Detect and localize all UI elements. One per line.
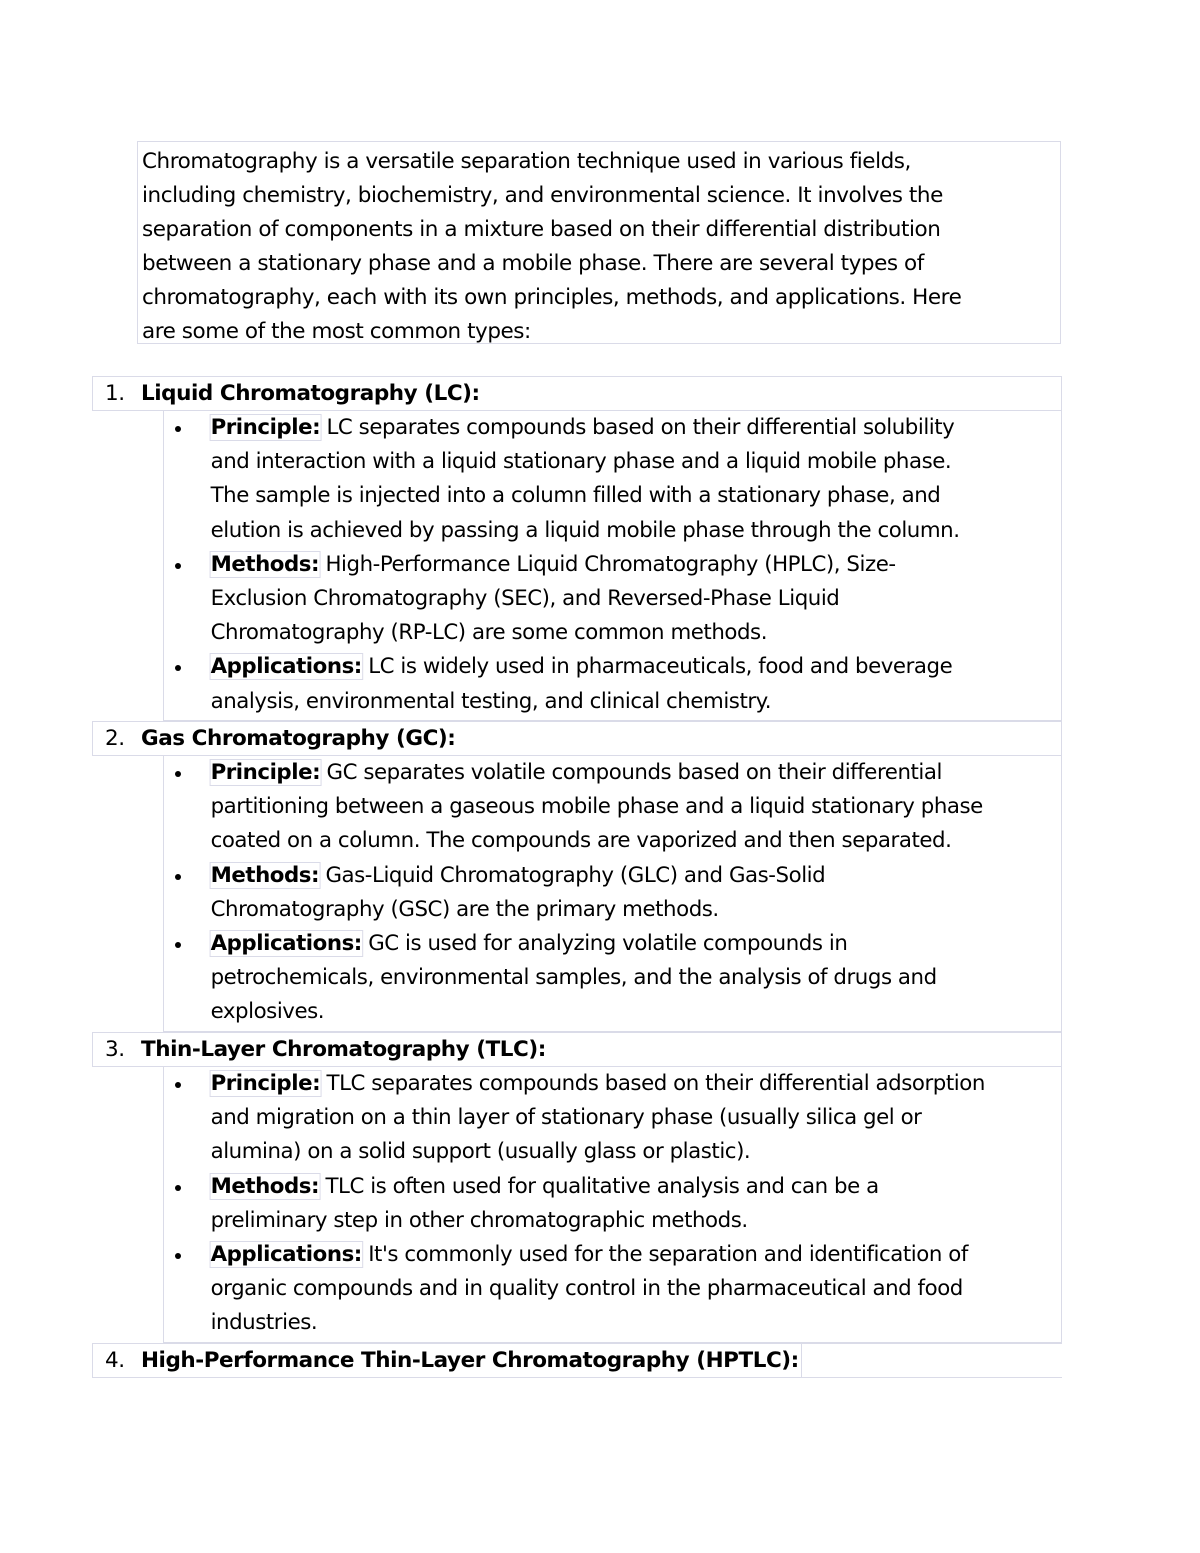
section-title: High-Performance Thin-Layer Chromatography (HPTLC): bbox=[141, 1344, 802, 1377]
bullet-text: explosives. bbox=[210, 999, 325, 1025]
intro-line: Chromatography is a versatile separation technique used in various fields, bbox=[142, 149, 911, 174]
intro-line: separation of components in a mixture based on their differential distribution bbox=[142, 217, 941, 242]
intro-line: including chemistry, biochemistry, and environmental science. It involves the bbox=[142, 183, 943, 208]
bullet-principle bbox=[164, 411, 1061, 548]
section-heading-hptlc bbox=[92, 1343, 1062, 1378]
intro-line: between a stationary phase and a mobile phase. There are several types of bbox=[142, 251, 924, 276]
bullet-text: industries. bbox=[210, 1310, 318, 1336]
bullet-label: Applications: bbox=[210, 1242, 362, 1268]
bullet-label: Principle: bbox=[210, 760, 321, 785]
intro-line: are some of the most common types: bbox=[142, 319, 531, 344]
bullet-principle bbox=[164, 1067, 1061, 1170]
section-body-gc bbox=[163, 756, 1062, 1032]
bullet-label: Principle: bbox=[210, 415, 321, 440]
section-heading-gc bbox=[92, 721, 1062, 756]
bullet-principle bbox=[164, 756, 1061, 859]
section-body-tlc bbox=[163, 1067, 1062, 1343]
bullet-text: LC separates compounds based on their differential solubility bbox=[320, 415, 955, 440]
section-number: 3. bbox=[105, 1037, 125, 1062]
bullet-text: coated on a column. The compounds are vaporized and then separated. bbox=[210, 828, 952, 854]
section-title: Gas Chromatography (GC): bbox=[141, 726, 456, 751]
bullet-label: Applications: bbox=[210, 654, 362, 680]
bullet-text: Gas-Liquid Chromatography (GLC) and Gas-Solid bbox=[319, 862, 826, 888]
bullet-text: High-Performance Liquid Chromatography (HPLC), Size- bbox=[319, 551, 896, 577]
bullet-text: GC is used for analyzing volatile compounds in bbox=[361, 931, 848, 957]
section-number: 2. bbox=[105, 726, 125, 751]
section-heading-lc bbox=[92, 376, 1062, 411]
bullet-text: Chromatography (GSC) are the primary methods. bbox=[210, 896, 719, 922]
bullet-label: Methods: bbox=[210, 1173, 320, 1199]
bullet-text: partitioning between a gaseous mobile phase and a liquid stationary phase bbox=[210, 794, 983, 820]
bullet-methods bbox=[164, 1170, 1061, 1238]
intro-line: chromatography, each with its own principles, methods, and applications. Here bbox=[142, 285, 962, 310]
bullet-text: The sample is injected into a column filled with a stationary phase, and bbox=[210, 483, 941, 509]
section-heading-tlc bbox=[92, 1032, 1062, 1067]
section-body-lc bbox=[163, 411, 1062, 721]
bullet-methods bbox=[164, 859, 1061, 927]
bullet-label: Methods: bbox=[210, 862, 320, 888]
bullet-applications bbox=[164, 927, 1061, 1030]
bullet-text: alumina) on a solid support (usually glass or plastic). bbox=[210, 1139, 751, 1165]
bullet-text: LC is widely used in pharmaceuticals, food and beverage bbox=[361, 654, 953, 680]
bullet-text: and interaction with a liquid stationary phase and a liquid mobile phase. bbox=[210, 449, 952, 475]
bullet-text: petrochemicals, environmental samples, and the analysis of drugs and bbox=[210, 965, 937, 991]
section-number: 4. bbox=[105, 1348, 125, 1373]
section-title: Thin-Layer Chromatography (TLC): bbox=[141, 1037, 546, 1062]
section-title: Liquid Chromatography (LC): bbox=[141, 381, 480, 406]
bullet-text: analysis, environmental testing, and clinical chemistry. bbox=[210, 688, 772, 714]
bullet-text: Chromatography (RP-LC) are some common methods. bbox=[210, 620, 768, 646]
bullet-text: elution is achieved by passing a liquid mobile phase through the column. bbox=[210, 517, 960, 543]
bullet-text: Exclusion Chromatography (SEC), and Reversed-Phase Liquid bbox=[210, 586, 840, 612]
bullet-applications bbox=[164, 650, 1061, 718]
bullet-text: organic compounds and in quality control in the pharmaceutical and food bbox=[210, 1276, 963, 1302]
section-number: 1. bbox=[105, 381, 125, 406]
bullet-text: GC separates volatile compounds based on their differential bbox=[320, 760, 942, 785]
bullet-label: Principle: bbox=[210, 1071, 321, 1096]
bullet-label: Applications: bbox=[210, 931, 362, 957]
bullet-text: TLC is often used for qualitative analysis and can be a bbox=[319, 1173, 879, 1199]
bullet-text: and migration on a thin layer of stationary phase (usually silica gel or bbox=[210, 1105, 922, 1131]
intro-paragraph bbox=[137, 141, 1061, 344]
bullet-applications bbox=[164, 1238, 1061, 1341]
bullet-methods bbox=[164, 548, 1061, 651]
bullet-text: It's commonly used for the separation and identification of bbox=[361, 1242, 968, 1268]
bullet-text: preliminary step in other chromatographic methods. bbox=[210, 1207, 748, 1233]
bullet-label: Methods: bbox=[210, 551, 320, 577]
bullet-text: TLC separates compounds based on their differential adsorption bbox=[320, 1071, 985, 1096]
